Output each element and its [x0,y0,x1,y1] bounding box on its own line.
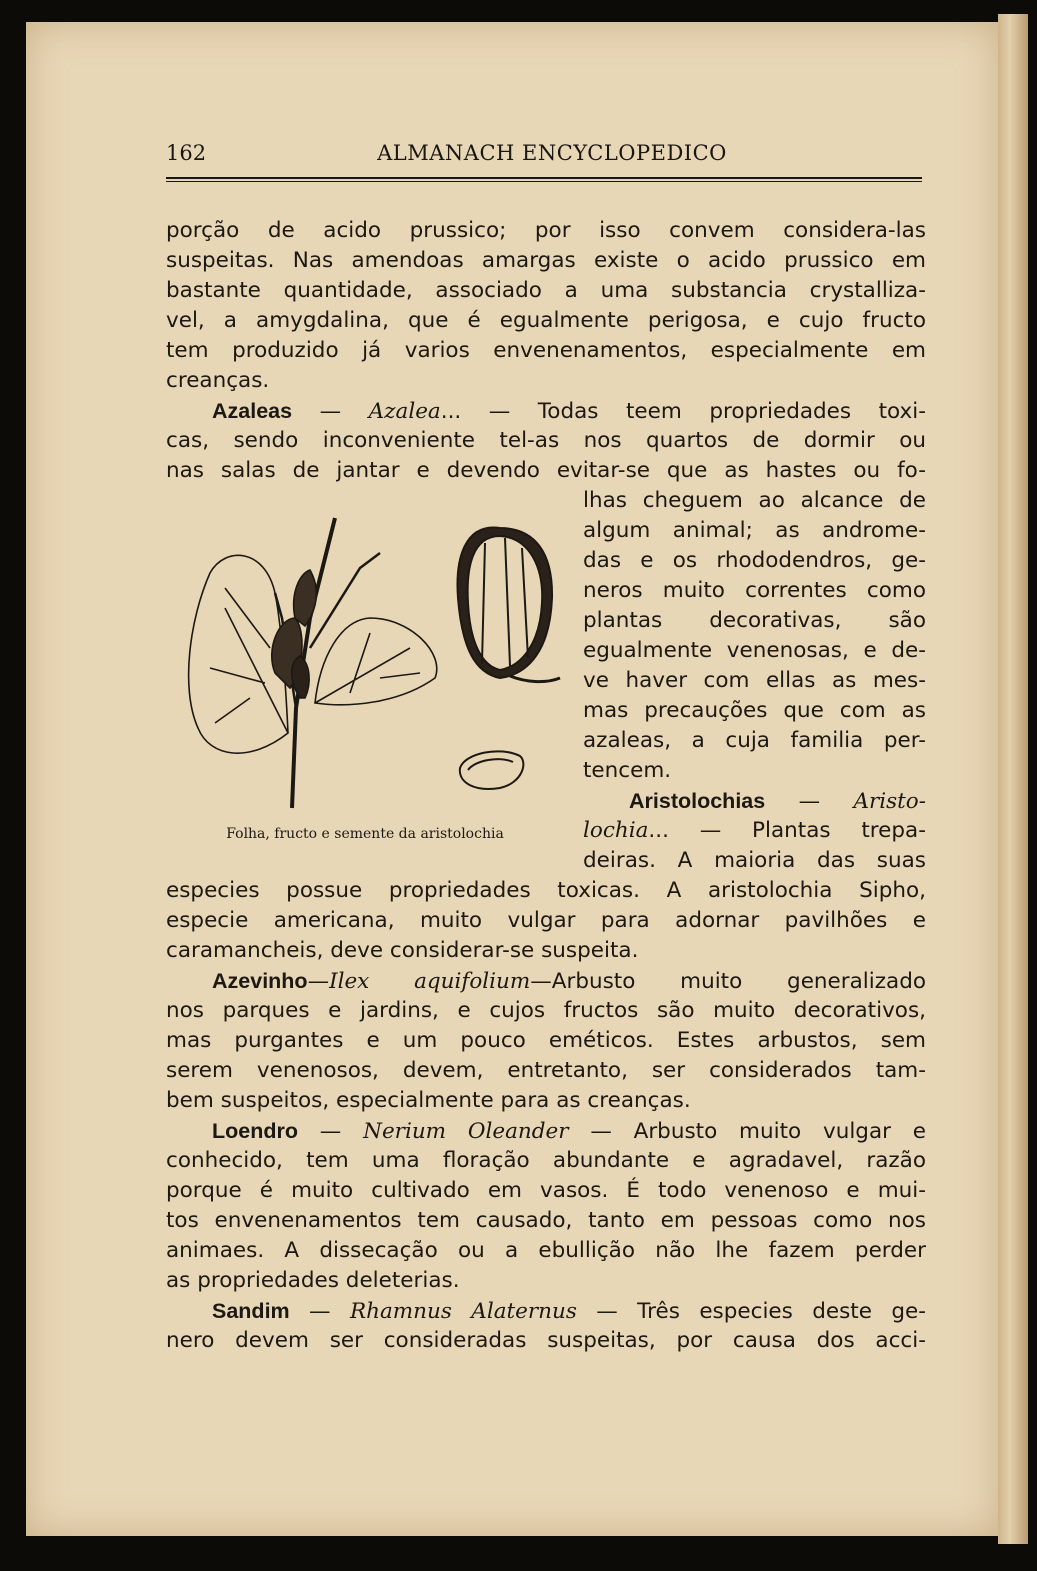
text-line [166,1296,926,1326]
text-span: ... — Plantas trepa- [648,818,926,843]
aristolochia-illustration [170,498,570,818]
text-line [166,306,926,336]
text-span: ve haver com ellas as mes- [583,668,926,693]
text-span: porção de acido prussico; por isso convem considera-las [166,218,926,243]
text-line [583,606,926,636]
text-span: conhecido, tem uma floração abundante e agradavel, razão [166,1148,926,1173]
scientific-name: Aristo- [853,789,926,814]
text-line [166,1266,926,1296]
page-number: 162 [166,141,207,165]
text-line [166,336,926,366]
text-span: neros muito correntes como [583,578,926,603]
text-span: — [765,789,854,814]
text-span: — [298,1119,364,1144]
scientific-name: Azalea [368,399,441,424]
text-span: das e os rhododendros, ge- [583,548,926,573]
page-edge [998,14,1028,1544]
text-line [166,1326,926,1356]
text-span: — [307,969,330,994]
text-line [166,1176,926,1206]
entry-term: Loendro [212,1119,298,1143]
text-span: especie americana, muito vulgar para adornar pavilhões e [166,908,926,933]
text-span: azaleas, a cuja familia per- [583,728,926,753]
text-span: mas purgantes e um pouco eméticos. Estes arbustos, sem [166,1028,926,1053]
text-line [166,216,926,246]
text-line [166,936,926,966]
figure-caption: Folha, fructo e semente da aristolochia [226,826,504,842]
text-line [583,636,926,666]
text-line [166,1086,926,1116]
text-span: creanças. [166,368,270,393]
text-span: deiras. A maioria das suas [583,848,926,873]
text-line [583,486,926,516]
text-span: tos envenenamentos tem causado, tanto em pessoas como nos [166,1208,926,1233]
header-rule-thin [166,181,922,182]
text-span: ... — Todas teem propriedades toxi- [440,399,927,424]
text-line [583,576,926,606]
page-header [166,135,924,167]
text-line [583,816,926,846]
text-span: nos parques e jardins, e cujos fructos são muito decorativos, [166,998,926,1023]
scientific-name: Rhamnus Alaternus [349,1299,577,1324]
text-line [166,906,926,936]
text-span: plantas decorativas, são [583,608,926,633]
text-span: as propriedades deleterias. [166,1268,460,1293]
text-span: nero devem ser consideradas suspeitas, por causa dos acci- [166,1328,926,1353]
text-span: — Arbusto muito vulgar e [568,1119,926,1144]
text-span: — [289,1299,350,1324]
text-span: caramancheis, deve considerar-se suspeita. [166,938,639,963]
text-line [583,696,926,726]
entry-term: Sandim [212,1299,290,1323]
text-line [583,846,926,876]
text-line [166,246,926,276]
text-line [583,756,926,786]
text-line [166,426,926,456]
text-line [166,396,926,426]
text-span: tem produzido já varios envenenamentos, especialmente em [166,338,926,363]
text-line [166,1146,926,1176]
text-span: — Três especies deste ge- [576,1299,926,1324]
text-line [166,1056,926,1086]
text-span: bem suspeitos, especialmente para as creanças. [166,1088,691,1113]
running-head: ALMANACH ENCYCLOPEDICO [377,141,727,165]
text-span: especies possue propriedades toxicas. A aristolochia Sipho, [166,878,926,903]
entry-term: Aristolochias [629,789,766,813]
scientific-name: Ilex aquifolium [329,969,531,994]
fruit-drawing [457,528,560,682]
scientific-name: lochia [583,818,649,843]
text-span: nas salas de jantar e devendo evitar-se que as hastes ou fo- [166,458,926,483]
text-span: mas precauções que com as [583,698,926,723]
text-span: tencem. [583,758,672,783]
text-span: —Arbusto muito generalizado [530,969,926,994]
leaf-stem-drawing [189,518,437,808]
text-line [166,1236,926,1266]
text-span: porque é muito cultivado em vasos. É todo venenoso e mui- [166,1178,926,1203]
text-line [166,1206,926,1236]
text-line [166,366,926,396]
header-rule [166,177,922,179]
text-span: egualmente venenosas, e de- [583,638,926,663]
text-span: lhas cheguem ao alcance de [583,488,926,513]
text-line [583,546,926,576]
entry-term: Azevinho [212,969,308,993]
text-line [166,276,926,306]
text-span: serem venenosos, devem, entretanto, ser considerados tam- [166,1058,926,1083]
text-line [166,876,926,906]
text-span: animaes. A dissecação ou a ebullição não lhe fazem perder [166,1238,926,1263]
seed-drawing [460,751,524,789]
text-line [166,1116,926,1146]
text-line [166,996,926,1026]
text-span: algum animal; as androme- [583,518,926,543]
scientific-name: Nerium Oleander [363,1119,569,1144]
text-line [583,516,926,546]
text-line [166,1026,926,1056]
text-line [583,786,926,816]
entry-term: Azaleas [212,399,293,423]
text-line [583,666,926,696]
text-span: bastante quantidade, associado a uma substancia crystalliza- [166,278,926,303]
text-span: vel, a amygdalina, que é egualmente perigosa, e cujo fructo [166,308,926,333]
text-line [583,726,926,756]
text-line [166,456,926,486]
text-span: cas, sendo inconveniente tel-as nos quartos de dormir ou [166,428,926,453]
text-span: suspeitas. Nas amendoas amargas existe o acido prussico em [166,248,926,273]
text-line [166,966,926,996]
text-span: — [292,399,369,424]
